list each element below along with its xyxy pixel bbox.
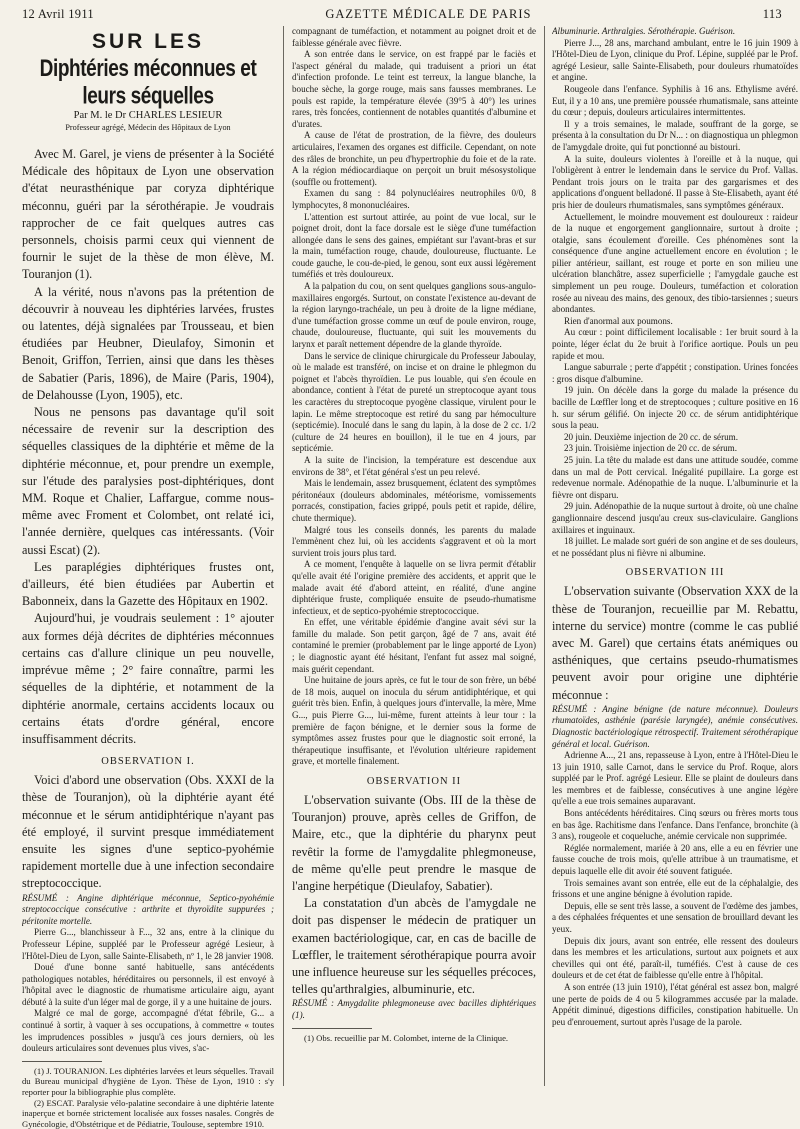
paragraph: Pierre J..., 28 ans, marchand ambulant, entre le 16 juin 1909 à l'Hôtel-Dieu de Lyon, clinique du Prof. Lépine, suppléé par le Prof. agrégé Lesieur, salle Sainte-Elisabeth, pour douleurs rhumatoïdes et angine.: [552, 37, 798, 83]
column-2: [292, 26, 536, 1043]
paragraph: Une huitaine de jours après, ce fut le tour de son frère, un bébé de 18 mois, auquel on inocula du sérum antidiphtérique, et qui guérit très bien. Enfin, à quelques jours d'intervalle, la mère, Mme G..., puis Pierre G..., lui-même, furent atteints à leur tour : la première de façon bénigne, et le dernier sous la forme de symptômes assez frustes pour que le diagnostic soit erroné, la thérapeutique insuffisante, et l'évolution ultérieure rapidement grave, et mortelle finalement.: [292, 675, 536, 767]
footnote-rule: [292, 1028, 372, 1029]
paragraph: Au cœur : point difficilement localisable : 1er bruit sourd à la pointe, léger éclat du 2e bruit à l'orifice aortique. Pouls un peu rapide et mou.: [552, 327, 798, 361]
paragraph: A son entrée (13 juin 1910), l'état général est assez bon, malgré une perte de poids de 4 ou 5 kilogrammes accusée par la malade. Appétit diminué, digestions difficiles, constipation habituelle. Un peu d'enrouement, surtout après l'usage de la parole.: [552, 981, 798, 1027]
paragraph: Doué d'une bonne santé habituelle, sans antécédents pathologiques notables, héréditaires ou personnels, il est envoyé à l'hôpital avec le diagnostic de rhumatisme articulaire aigu, ayant débuté à la suite d'un léger mal de gorge, il y a une huitaine de jours.: [22, 962, 274, 1007]
column-divider: [283, 26, 284, 1086]
summary: RÉSUMÉ : Amygdalite phlegmoneuse avec bacilles diphtériques (1).: [292, 998, 536, 1021]
paragraph: En effet, une véritable épidémie d'angine avait sévi sur la famille du malade. Son petit garçon, âgé de 7 ans, avait été contaminé le premier (probablement par le linge apporté de Lyon) ; le diagnostic ayant été hésitant, l'enfant fut assez mal soigné, mais guérit cependant.: [292, 617, 536, 674]
paragraph: Adrienne A..., 21 ans, repasseuse à Lyon, entre à l'Hôtel-Dieu le 13 juin 1910, salle Carnot, dans le service du Prof. Roque, alors suppléé par le Prof. agrégé Lesieur. Elle se plaint de douleurs dans les membres et de faiblesse, consécutives à une angine légère qu'elle a eue trois semaines auparavant.: [552, 750, 798, 807]
running-head: [22, 6, 782, 22]
text-columns: [22, 26, 798, 1129]
paragraph: Dans le service de clinique chirurgicale du Professeur Jaboulay, où le malade est transféré, on incise et on draine le phlegmon du poignet et l'abcès thyroïdien. Le pus louable, qui s'en écoule en abondance, contient à l'état de pureté un streptocoque ayant tous les caractères du streptocoque pyogène classique, virulent pour le lapin. Le même streptocoque est retiré du sang par hémoculture (septicémie). Inoculé dans le sang du lapin, à la dose de 2 cc. 1/2 (culture de 24 heures en bouillon), il le tue en 4 jours, par septicémie.: [292, 350, 536, 454]
article-title-line-2: Diphtéries méconnues et leurs séquelles: [39, 56, 257, 110]
summary-continuation: Albuminurie. Arthralgies. Sérothérapie. Guérison.: [552, 26, 736, 36]
paragraph: Examen du sang : 84 polynucléaires neutrophiles 0/0, 8 lymphocytes, 8 mononucléaires.: [292, 188, 536, 210]
paragraph: 25 juin. La tête du malade est dans une attitude soudée, comme dans un mal de Pott cervical. Inégalité pupillaire. La gorge est redevenue normale. Adénopathie de la nuque. L'albuminurie et la fièvre ont disparu.: [552, 454, 798, 500]
summary: RÉSUMÉ : Angine diphtérique méconnue, Septico-pyohémie streptococcique consécutive : arthrite et thyroïdite suppurées ; péritonite mortelle.: [22, 892, 274, 926]
paragraph: Malgré ce mal de gorge, accompagné d'état fébrile, G... a continué à sortir, à vaquer à ses occupations, à commettre « toutes les imprudences possibles » jusqu'à ces jours derniers, où les douleurs articulaires sont devenues plus vives, s'ac-: [22, 1008, 274, 1054]
footnote-rule: [22, 1061, 102, 1062]
paragraph: A ce moment, l'enquête à laquelle on se livra permit d'établir qu'elle avait été l'origine première des accidents, et apprit que le malade avait été d'abord atteint, en réalité, d'une angine diphtérique fruste, compliquée ensuite de pseudo-rhumatisme infectieux, et de septico-pyohémie streptococcique.: [292, 559, 536, 616]
section-heading: OBSERVATION II: [366, 776, 462, 787]
section-heading: OBSERVATION III: [625, 567, 725, 579]
paragraph: Langue saburrale ; perte d'appétit ; constipation. Urines foncées : gros disque d'albumine.: [552, 362, 798, 384]
paragraph: A cause de l'état de prostration, de la fièvre, des douleurs articulaires, l'examen des organes est difficile. Cependant, on note des râles de bronchite, un peu d'hypertrophie du foie et de la rate. A la région médiocardiaque on perçoit un bruit mésosystolique (souffle ou frottement).: [292, 130, 536, 187]
paragraph: A la suite, douleurs violentes à l'oreille et à la nuque, qui l'obligèrent à entrer le lendemain dans le service du Prof. Vallas. Pendant trois jours on le traita par des gargarismes et des applications d'onguent belladoné. Il passe à Ste-Elisabeth, ayant été pris hier de douleurs rhumatismales, sans symptômes généraux.: [552, 153, 798, 210]
paragraph: A son entrée dans le service, on est frappé par le faciès et l'aspect général du malade, qui traduisent a priori un état d'infection profonde. Le teint est terreux, la langue blanche, la bouche sèche, la gorge rouge, mais sans fausses membranes. Le pouls est rapide, la température élevée (39°5 à 40°) les urines rares, très foncées, contiennent de notables quantités d'albumine et d'urates.: [292, 49, 536, 129]
paragraph: Voici d'abord une observation (Obs. XXXI de la thèse de Touranjon), où la diphtérie ayant été méconnue et le sérum antidiphtérique n'ayant pas été employé, il survint presque immédiatement ensuite les signes d'une septico-pyohémie rapidement mortelle due à une infection secondaire streptococcique.: [22, 773, 274, 891]
column-divider: [544, 26, 545, 1086]
paragraph: Avec M. Garel, je viens de présenter à la Société Médicale des hôpitaux de Lyon une observation d'état neurasthénique par coryza diphtérique méconnu, guéri par la sérothérapie. Je voudrais rapprocher de ce fait quelques autres cas personnels, choisis parmi ceux qui viennent de fournir le sujet de la thèse de mon élève, M. Touranjon (1).: [22, 147, 274, 282]
journal-title: GAZETTE MÉDICALE DE PARIS: [325, 6, 532, 21]
paragraph: L'attention est surtout attirée, au point de vue local, sur le poignet droit, dont la face dorsale est le siège d'une tuméfaction allongée dans le sens des gaines, empiétant sur l'avant-bras et sur la main, tuméfaction rouge, chaude, douloureuse, fluctuante. Le coude gauche, le cou-de-pied, le genou, sont eux aussi légèrement tuméfiés et très douloureux.: [292, 211, 536, 280]
paragraph: A la palpation du cou, on sent quelques ganglions sous-angulo-maxillaires engorgés. Surtout, on constate l'existence au-devant de la région laryngo-trachéale, un peu à droite de la ligne médiane, d'une tuméfaction grosse comme un œuf de poule environ, rouge, chaude, douloureuse, fluctuante, qui suit les mouvements du larynx et paraît nettement dépendre de la glande thyroïde.: [292, 281, 536, 350]
paragraph: Actuellement, le moindre mouvement est douloureux : raideur de la nuque et engorgement ganglionnaire, surtout à droite ; otalgie, sans écoulement d'oreille. Ces phénomènes sont la conséquence d'une angine actuellement encore en évolution ; le pilier antérieur, saillant, est rouge et porte en son milieu une ulcération blanchâtre, assez superficielle ; l'amygdale gauche est simplement un peu rouge. Douleurs, tuméfaction et coloration rosée au niveau des mains, des genoux, des tibio-tarsiennes ; sueurs abondantes.: [552, 211, 798, 315]
paragraph: Pierre G..., blanchisseur à F..., 32 ans, entre à la clinique du Professeur Lépine, suppléé par le Professeur agrégé Lesieur, à l'Hôtel-Dieu de Lyon, salle Sainte-Elisabeth, nº 1, le 28 janvier 1908.: [22, 927, 274, 961]
page-number: 113: [762, 6, 782, 21]
paragraph: Réglée normalement, mariée à 20 ans, elle a eu en février une fausse couche de trois mois, qu'elle attribue à un traumatisme, et depuis laquelle elle dit avoir été souvent fatiguée.: [552, 842, 798, 877]
paragraph: Malgré tous les conseils donnés, les parents du malade l'emmènent chez lui, où les accidents s'aggravent et où la mort survient trois jours plus tard.: [292, 524, 536, 558]
paragraph: 18 juillet. Le malade sort guéri de son angine et de ses douleurs, et ne possédant plus ni fièvre ni albumine.: [552, 536, 798, 558]
paragraph: La constatation d'un abcès de l'amygdale ne doit pas dispenser le médecin de pratiquer un examen bactériologique, car, en cas de bacille de Lœffler, le traitement sérothérapique pourra avoir une influence heureuse sur les séquelles précoces, telles qu'arthralgies, albuminurie, etc.: [292, 896, 536, 997]
footnote: (1) J. TOURANJON. Les diphtéries larvées et leurs séquelles. Travail du Bureau municipal d'hygiène de Lyon. Thèse de Lyon, 1910 : s'y reporter pour la bibliographie plus complète.: [22, 1065, 274, 1098]
author-affiliation: Professeur agrégé, Médecin des Hôpitaux de Lyon: [65, 123, 231, 132]
paragraph: 29 juin. Adénopathie de la nuque surtout à droite, où une chaîne ganglionnaire descend jusqu'au creux sus-claviculaire. Ganglions axillaires et inguinaux.: [552, 501, 798, 535]
article-title-line-1: SUR LES: [91, 30, 204, 53]
paragraph: L'observation suivante (Obs. III de la thèse de Touranjon) prouve, après celles de Griffon, de Maire, etc., que la diphtérie du pharynx peut revêtir la forme de l'amygdalite phlegmoneuse, de même qu'elle peut prendre le masque de l'angine herpétique (Dieulafoy, Sabatier).: [292, 793, 536, 894]
paragraph: compagnant de tuméfaction, et notamment au poignet droit et de faiblesse générale avec fièvre.: [292, 26, 536, 48]
paragraph: Il y a trois semaines, le malade, souffrant de la gorge, se présenta à la consultation du Dr N... : on diagnostiqua un phlegmon de l'amygdale droite, qui fut ponctionné au bistouri.: [552, 118, 798, 152]
paragraph: L'observation suivante (Observation XXX de la thèse de Touranjon, recueillie par M. Rebattu, interne du service) montre (comme le cas publié avec M. Garel) que certains états anémiques ou asthéniques, que certains pseudo-rhumatismes peuvent avoir pour origine une diphtérie méconnue :: [552, 584, 798, 702]
paragraph: Aujourd'hui, je voudrais seulement : 1° ajouter aux formes déjà décrites de diphtéries méconnues certains cas d'allure clinique un peu nouvelle, imprévue même ; 2° faire connaître, parmi les séquelles de la diphtérie, et notamment de la diphtérie anormale, certains accidents locaux ou certains états d'ordre général, encore insuffisamment décrits.: [22, 611, 274, 746]
paragraph: Les paraplégies diphtériques frustes ont, d'ailleurs, été bien étudiées par Aubertin et Babonneix, dans la Gazette des Hôpitaux en 1902.: [22, 559, 274, 609]
author-byline: Par M. le Dr CHARLES LESIEUR: [73, 110, 223, 121]
paragraph: Mais le lendemain, assez brusquement, éclatent des symptômes péritonéaux (douleurs abdominales, météorisme, vomissements porracés, constipation, facies grippé, pouls petit et rapide, délire, chute thermique).: [292, 478, 536, 523]
column-1: [22, 26, 274, 1129]
footnote: (2) ESCAT. Paralysie vélo-palatine secondaire à une diphtérie latente inaperçue et bornée strictement localisée aux fosses nasales. Congrès de Gynécologie, d'Obstétrique et de Pédiatrie, Toulouse, septembre 1910.: [22, 1097, 274, 1129]
paragraph: Rien d'anormal aux poumons.: [564, 315, 673, 326]
paragraph: A la suite de l'incision, la température est descendue aux environs de 38°, et l'état général s'est un peu relevé.: [292, 454, 536, 477]
section-heading: OBSERVATION I.: [101, 756, 195, 768]
paragraph: A la vérité, nous n'avons pas la prétention de découvrir à nouveau les diphtéries larvées, frustes ou latentes, déjà signalées par Trousseau, et bien étudiées par Heubner, Dieulafoy, Simonin et Benoit, Griffon, Terrien, ainsi que dans les thèses de Sabatier (Paris, 1896), de Maire (Paris, 1904), de Delahousse (Lyon, 1905), etc.: [22, 284, 274, 402]
column-3: [552, 26, 798, 1028]
paragraph: Depuis, elle se sent très lasse, a souvent de l'œdème des jambes, a des céphalées fréquentes et une sensation de brouillard devant les yeux.: [552, 900, 798, 935]
paragraph: Rougeole dans l'enfance. Syphilis à 16 ans. Ethylisme avéré. Eut, il y a 10 ans, une première poussée rhumatismale, sans atteinte du cœur ; depuis, douleurs articulaires intermittentes.: [552, 83, 798, 118]
paragraph: 19 juin. On décèle dans la gorge du malade la présence du bacille de Lœffler long et de streptocoques ; culture positive en 16 h. sur sérum gélifié. On injecte 20 cc. de sérum antidiphtérique sous la peau.: [552, 385, 798, 431]
paragraph: Nous ne pensons pas davantage qu'il soit nécessaire de revenir sur la description des séquelles classiques de la diphtérie et même de la diphtérie méconnue, et, pour prendre un exemple, sur l'étude des paralysies post-diphtériques, dont MM. Roque et Chalier, Laffargue, comme nous-même avec Froment et Colombet, ont relaté ici, l'année dernière, quelques cas intéressants. (Voir aussi Escat) (2).: [22, 405, 274, 557]
summary: RÉSUMÉ : Angine bénigne (de nature méconnue). Douleurs rhumatoïdes, asthénie (parésie laryngée), anémie consécutives. Diagnostic bactériologique rétrospectif. Traitement sérothérapique général et local. Guérison.: [552, 703, 798, 749]
paragraph: Trois semaines avant son entrée, elle eut de la céphalalgie, des frissons et une angine bénigne à évolution rapide.: [552, 877, 798, 900]
issue-date: 12 Avril 1911: [22, 6, 94, 21]
paragraph: 23 juin. Troisième injection de 20 cc. de sérum.: [564, 443, 738, 454]
paragraph: Depuis dix jours, avant son entrée, elle ressent des douleurs dans les membres et les articulations, surtout aux poignets et aux chevilles qui ont été, paraît-il, tuméfiés. C'est à cause de ces douleurs et de cet état de faiblesse qu'elle entre à l'hôpital.: [552, 935, 798, 981]
paragraph: Bons antécédents héréditaires. Cinq sœurs ou frères morts tous en bas âge. Rachitisme dans l'enfance. Dans l'enfance, bronchite (à 3 ans), rougeole et coqueluche, anémie cervicale non supprimée.: [552, 808, 798, 842]
paragraph: 20 juin. Deuxième injection de 20 cc. de sérum.: [564, 431, 738, 442]
footnote: (1) Obs. recueillie par M. Colombet, interne de la Clinique.: [304, 1032, 509, 1043]
